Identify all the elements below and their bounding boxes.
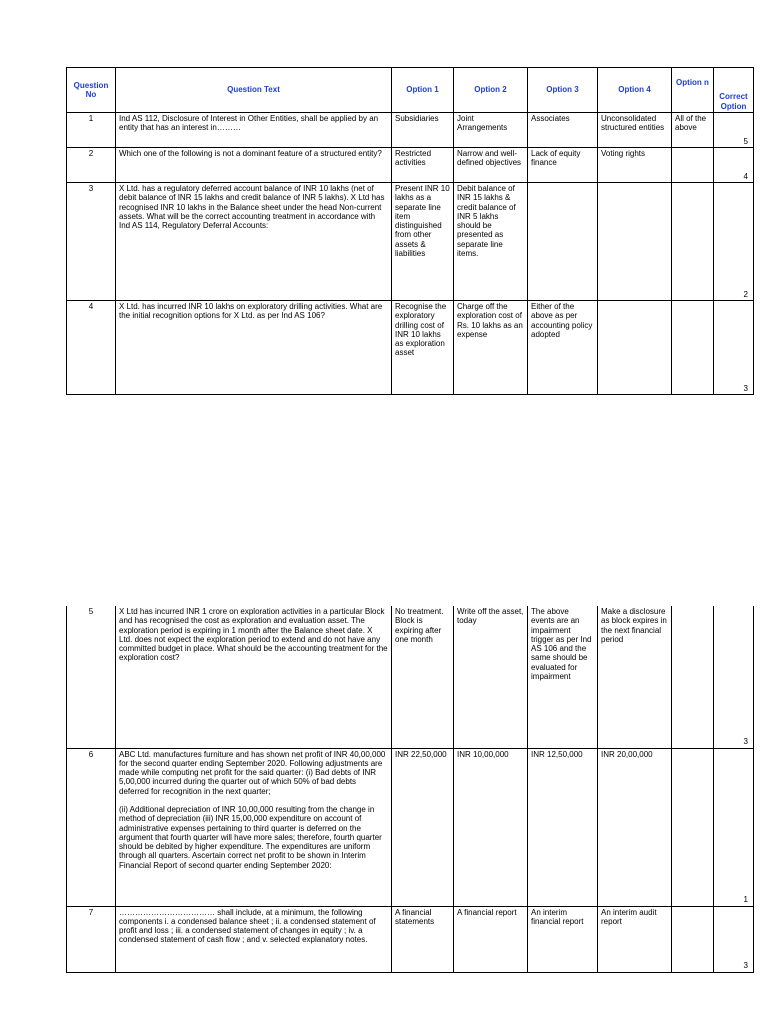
option-2: INR 10,00,000 [454,748,528,906]
question-text: Which one of the following is not a dominant feature of a structured entity? [116,148,392,183]
table-row [67,606,754,748]
option-n [672,606,714,748]
option-4: INR 20,00,000 [598,748,672,906]
option-3 [528,183,598,301]
header-option-n: Option n [672,68,714,113]
questions-table-page2 [66,606,754,973]
question-no: 1 [67,113,116,148]
question-text: X Ltd has incurred INR 1 crore on exploration activities in a particular Block and has recognised the cost as exploration and evaluation asset. The exploration period is expiring in 1 month after the Balance sheet date. X Ltd. does not expect the exploration period to extend and do not have any committed budget in place. What should be the accounting treatment for the exploration cost? [116,606,392,748]
option-4: Make a disclosure as block expires in the next financial period [598,606,672,748]
header-correct-option: Correct Option [714,68,754,113]
question-text: X Ltd. has incurred INR 10 lakhs on exploratory drilling activities. What are the initial recognition options for X Ltd. as per Ind AS 106? [116,301,392,395]
table-row [67,748,754,906]
option-4: Unconsolidated structured entities [598,113,672,148]
header-option-4: Option 4 [598,68,672,113]
option-4: An interim audit report [598,906,672,972]
question-text: X Ltd. has a regulatory deferred account balance of INR 10 lakhs (net of debit balance of INR 15 lakhs and credit balance of INR 5 lakhs). X Ltd has recognised INR 10 lakhs in the Balance sheet under the head Non-current assets. What will be the correct accounting treatment in accordance with Ind AS 114, Regulatory Deferral Accounts: [116,183,392,301]
option-3: INR 12,50,000 [528,748,598,906]
option-3: Associates [528,113,598,148]
header-question-text: Question Text [116,68,392,113]
question-text-cell [116,748,392,906]
option-1: A financial statements [392,906,454,972]
option-1: Restricted activities [392,148,454,183]
option-3: Lack of equity finance [528,148,598,183]
option-2: Charge off the exploration cost of Rs. 10 lakhs as an expense [454,301,528,395]
table-row [67,113,754,148]
questions-table-page1 [66,67,754,395]
table-row [67,148,754,183]
option-n [672,183,714,301]
question-text: ……………………………… shall include, at a minimum, the following components i. a condensed balance sheet ; ii. a condensed statement of profit and loss ; iii. a condensed statement of changes in equity ; iv. a condensed statement of cash flow ; and v. selected explanatory notes. [116,906,392,972]
option-2: Write off the asset, today [454,606,528,748]
question-no: 4 [67,301,116,395]
header-option-1: Option 1 [392,68,454,113]
header-question-no: Question No [67,68,116,113]
question-no: 6 [67,748,116,906]
option-1: Present INR 10 lakhs as a separate line item distinguished from other assets & liabilities [392,183,454,301]
option-2: Joint Arrangements [454,113,528,148]
question-text: Ind AS 112, Disclosure of Interest in Other Entities, shall be applied by an entity that has an interest in……… [116,113,392,148]
option-n [672,748,714,906]
table-row [67,183,754,301]
question-text: ABC Ltd. manufactures furniture and has shown net profit of INR 40,00,000 for the second quarter ending September 2020. Following adjustments are made while computing net profit for the said quarter: (i) Bad debts of INR 5,00,000 incurred during the quarter out of which 50% of bad debts deferred for recognition in the next quarter; [119,749,386,796]
question-text-continued: (ii) Additional depreciation of INR 10,00,000 resulting from the change in method of depreciation (iii) INR 15,00,000 expenditure on account of administrative expenses pertaining to third quarter is deferred on the argument that fourth quarter will have more sales; therefore, fourth quarter should be debited by higher expenditure. The expenditures are uniform through all quarters. Ascertain correct net profit to be shown in Interim Financial Report of second quarter ending September 2020: [119,804,382,870]
option-n [672,906,714,972]
option-2: Debit balance of INR 15 lakhs & credit balance of INR 5 lakhs should be presented as separate line items. [454,183,528,301]
option-1: INR 22,50,000 [392,748,454,906]
header-row [67,68,754,113]
correct-option: 3 [714,906,754,972]
option-3: The above events are an impairment trigger as per Ind AS 106 and the same should be evaluated for impairment [528,606,598,748]
option-3: Either of the above as per accounting policy adopted [528,301,598,395]
correct-option: 4 [714,148,754,183]
option-1: Recognise the exploratory drilling cost of INR 10 lakhs as exploration asset [392,301,454,395]
option-4: Voting rights [598,148,672,183]
correct-option: 1 [714,748,754,906]
correct-option: 3 [714,606,754,748]
correct-option: 5 [714,113,754,148]
correct-option: 3 [714,301,754,395]
question-no: 2 [67,148,116,183]
option-2: A financial report [454,906,528,972]
option-1: No treatment. Block is expiring after one month [392,606,454,748]
option-n: All of the above [672,113,714,148]
option-2: Narrow and well-defined objectives [454,148,528,183]
question-no: 3 [67,183,116,301]
question-no: 5 [67,606,116,748]
option-3: An interim financial report [528,906,598,972]
correct-option: 2 [714,183,754,301]
option-4 [598,301,672,395]
option-n [672,148,714,183]
question-no: 7 [67,906,116,972]
table-row [67,301,754,395]
option-1: Subsidiaries [392,113,454,148]
header-option-2: Option 2 [454,68,528,113]
option-4 [598,183,672,301]
option-n [672,301,714,395]
table-row [67,906,754,972]
header-option-3: Option 3 [528,68,598,113]
